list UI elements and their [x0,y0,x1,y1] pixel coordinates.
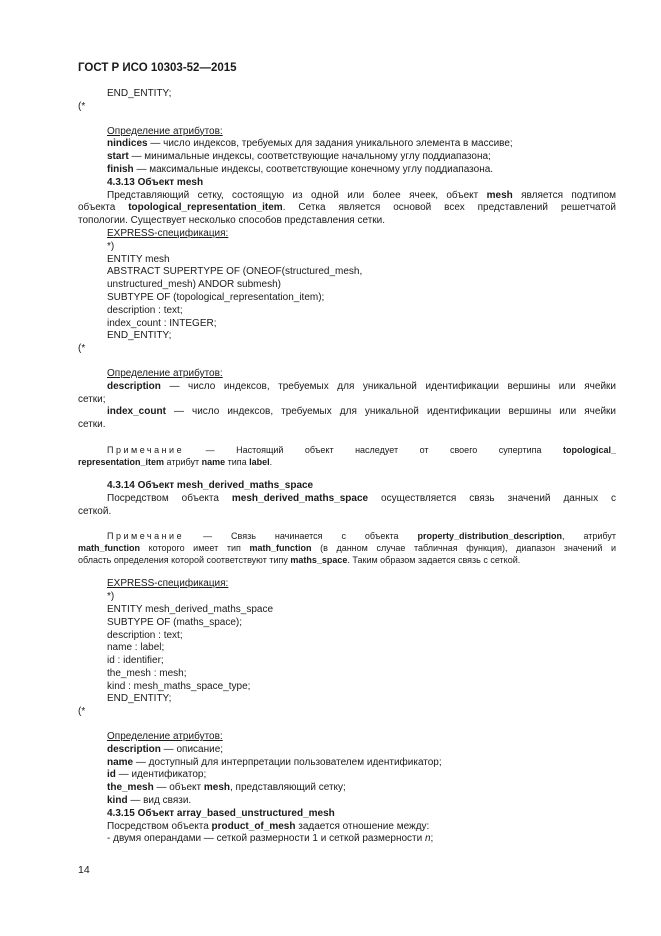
attribute-item: kind — вид связи. [107,795,192,807]
attribute-item: description — описание; [107,743,224,755]
note-block [78,530,616,566]
code-line: SUBTYPE OF (maths_space); [107,616,243,628]
document-header: ГОСТ Р ИСО 10303-52—2015 [78,62,237,74]
note-line: representation_item атрибут name типа label. [78,456,273,467]
attribute-item: start — минимальные индексы, соответствующие начальному углу поддиапазона; [107,151,491,163]
page-number: 14 [78,864,90,876]
code-line: *) [107,240,115,252]
code-line: unstructured_mesh) ANDOR submesh) [107,279,281,291]
code-line: END_ENTITY; [107,88,172,99]
code-line: name : label; [107,642,165,654]
express-heading: EXPRESS-спецификация: [107,578,229,590]
comment-open: (* [78,100,86,112]
code-line: id : identifier; [107,655,164,667]
note-line: Примечание — Настоящий объект наследует от своего супертипа topological_ [107,444,616,455]
paragraph-line: Посредством объекта product_of_mesh задается отношение между: [107,820,430,832]
attribute-item-cont: сетки. [78,419,106,431]
code-line: ENTITY mesh_derived_maths_space [107,603,274,615]
paragraph-line: сеткой. [78,505,112,517]
comment-open: (* [78,706,86,718]
paragraph-line: Посредством объекта mesh_derived_maths_space осуществляется связь значений данных с [107,492,617,504]
express-heading: EXPRESS-спецификация: [107,227,229,239]
attributes-heading: Определение атрибутов: [107,367,223,379]
note-line: область определения которой соответствуют типу maths_space. Таким образом задается связь с сеткой. [78,555,521,566]
attribute-item: nindices — число индексов, требуемых для задания уникального элемента в массиве; [107,138,513,150]
attributes-heading: Определение атрибутов: [107,125,223,137]
code-line: description : text; [107,304,183,316]
paragraph-line: объекта topological_representation_item. Сетка является основой всех представлений решетчатой [78,202,616,214]
paragraph-line: Представляющий сетку, состоящую из одной или более ячеек, объект mesh является подтипом [107,189,617,201]
attribute-item: name — доступный для интерпретации пользователем идентификатор; [107,756,442,768]
attributes-heading: Определение атрибутов: [107,731,223,743]
code-line: END_ENTITY; [107,330,172,342]
code-line: kind : mesh_maths_space_type; [107,680,251,692]
code-line: SUBTYPE OF (topological_representation_item); [107,291,325,303]
attribute-item: description — число индексов, требуемых для уникальной идентификации вершины или ячейки [107,380,616,392]
note-line: math_function которого имеет тип math_function (в данном случае табличная функция), диапазон значений и [78,543,616,554]
section-heading-4-3-14: 4.3.14 Объект mesh_derived_maths_space [107,479,314,491]
page-content [78,88,616,846]
paragraph-line: топологии. Существует несколько способов представления сетки. [78,215,386,227]
code-line: the_mesh : mesh; [107,667,187,679]
attribute-item: the_mesh — объект mesh, представляющий сетку; [107,782,346,794]
attribute-item: index_count — число индексов, требуемых для уникальной идентификации вершины или ячейки [107,406,616,418]
attribute-item: id — идентификатор; [107,769,207,781]
attribute-item: finish — максимальные индексы, соответствующие конечному углу поддиапазона. [107,163,494,175]
code-line: *) [107,591,115,603]
code-line: ENTITY mesh [107,253,170,265]
note-line: Примечание — Связь начинается с объекта property_distribution_description, атрибут [107,531,617,542]
section-heading-4-3-13: 4.3.13 Объект mesh [107,176,204,188]
paragraph-line: - двумя операндами — сеткой размерности 1 и сеткой размерности n; [107,833,434,845]
code-line: description : text; [107,629,183,641]
code-line: END_ENTITY; [107,693,172,705]
code-line: index_count : INTEGER; [107,317,217,329]
comment-open: (* [78,343,86,355]
attribute-item-cont: сетки; [78,393,106,405]
code-line: ABSTRACT SUPERTYPE OF (ONEOF(structured_mesh, [107,266,363,278]
note-block [78,444,616,468]
section-heading-4-3-15: 4.3.15 Объект array_based_unstructured_mesh [107,807,335,819]
